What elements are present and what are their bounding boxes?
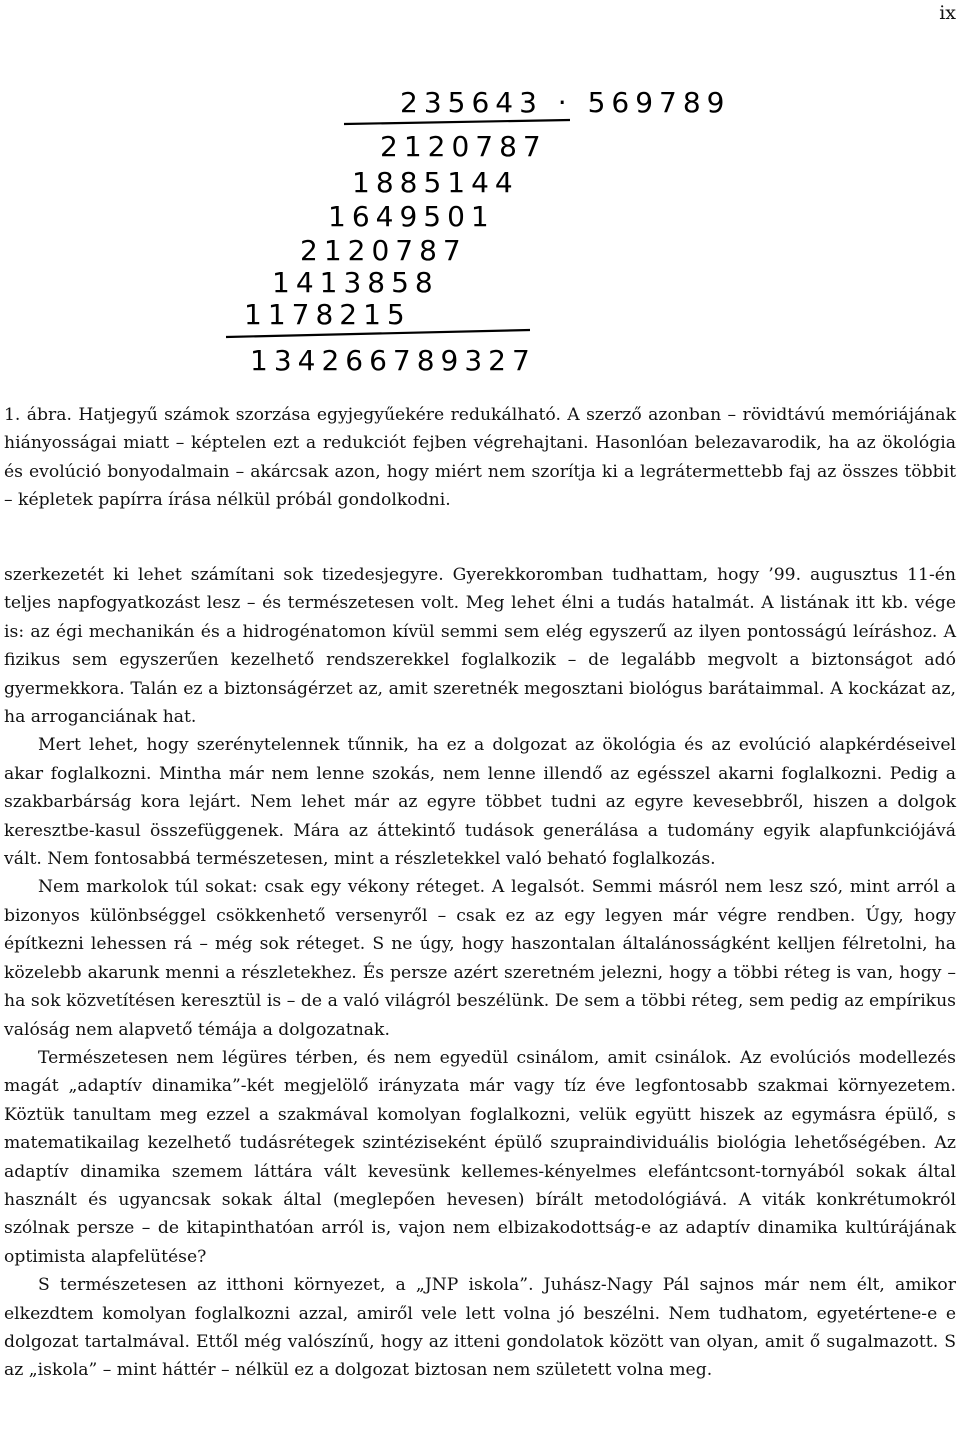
partial-product: 1413858 xyxy=(272,266,439,299)
partial-product: 1649501 xyxy=(328,200,495,233)
partial-product: 2120787 xyxy=(380,130,547,163)
partial-product: 1885144 xyxy=(352,166,519,199)
paragraph: S természetesen az itthoni környezet, a „JNP iskola”. Juhász-Nagy Pál sajnos már nem élt, amikor elkezdtem komolyan foglalkozni azzal, amiről vele lett volna jó beszélni. Nem tudhatom, egyetértene-e e dolgozat tartalmával. Ettől még valószínű, hogy az itteni gondolatok között van olyan, amit ő sugalmazott. S az „iskola” – mint háttér – nélkül ez a dolgozat biztosan nem született volna meg. xyxy=(4,1275,956,1381)
paragraph: Mert lehet, hogy szerénytelennek tűnnik, ha ez a dolgozat az ökológia és az evolúció alapkérdéseivel akar foglalkozni. Mintha már nem lenne szokás, nem lenne illendő az egésszel akarni foglalkozni. Pedig a szakbarbárság kora lejárt. Nem lehet már az egyre többet tudni az egyre kevesebbről, hiszen a dolgok keresztbe-kasul összefüggenek. Mára az áttekintő tudások generálása a tudomány egyik alapfunkciójává vált. Nem fontosabbá természetesen, mint a részletekkel való beható foglalkozás. xyxy=(4,735,956,870)
multiplication-line: 235643 · 569789 xyxy=(400,86,731,119)
paragraph: Nem markolok túl sokat: csak egy vékony réteget. A legalsót. Semmi másról nem lesz szó, mint arról a bizonyos különbséggel csökkenhető versenyről – csak ez az egy legyen már végre rendben. Úgy, hogy építkezni lehessen rá – még sok réteget. S ne úgy, hogy haszontalan általánosságként kelljen félretolni, ha közelebb akarunk menni a részletekhez. És persze azért szeretném jelezni, hogy a többi réteg is van, hogy – ha sok közvetítésen keresztül is – de a való világról beszélünk. De sem a többi réteg, sem pedig az empírikus valóság nem alapvető témája a dolgozatnak. xyxy=(4,877,956,1040)
top-rule xyxy=(344,120,570,124)
handwritten-multiplication-figure xyxy=(220,80,731,380)
partial-product: 2120787 xyxy=(300,234,467,267)
multiplication-drawing xyxy=(220,80,731,380)
body-text xyxy=(4,561,956,1385)
sum-rule xyxy=(226,330,530,337)
paragraph: Természetesen nem légüres térben, és nem egyedül csinálom, amit csinálok. Az evolúciós modellezés magát „adaptív dinamika”-két megjelölő irányzata már vagy tíz éve legfontosabb szakmai környezetem. Köztük tanultam meg ezzel a szakmával komolyan foglalkozni, velük együtt hiszek az egymásra épülő, s matematikailag kezelhető tudásrétegek szintéziseként épülő szupraindividuális biológia lehetőségében. Az adaptív dinamika szemem láttára vált kevesünk kellemes-kényelmes elefántcsont-tornyából sokak által használt és ugyancsak sokak által (meglepően hevesen) bírált metodológiává. A viták konkrétumokról szólnak persze – de kitapinthatóan arról is, vajon nem elbizakodottság-e az adaptív dinamika kultúrájának optimista alapfelütése? xyxy=(4,1047,956,1267)
page-number: ix xyxy=(939,2,956,24)
multiplication-result: 134266789327 xyxy=(250,344,536,377)
paragraph: szerkezetét ki lehet számítani sok tizedesjegyre. Gyerekkoromban tudhattam, hogy ’99. augusztus 11-én teljes napfogyatkozást lesz – és természetesen volt. Meg lehet élni a tudás hatalmát. A listának itt kb. vége is: az égi mechanikán és a hidrogénatomon kívül semmi sem elég egyszerű az ilyen pontosságú leíráshoz. A fizikus sem egyszerűen kezelhető rendszerekkel foglalkozik – de legalább megvolt a biztonságot adó gyermekkora. Talán ez a biztonságérzet az, amit szeretnék megosztani biológus barátaimmal. A kockázat az, ha arroganciának hat. xyxy=(4,565,956,728)
partial-product: 1178215 xyxy=(244,298,411,331)
figure-caption: 1. ábra. Hatjegyű számok szorzása egyjegyűekére redukálható. A szerző azonban – rövidtávú memóriájának hiányosságai miatt – képtelen ezt a redukciót fejben végrehajtani. Hasonlóan belezavarodik, ha az ökológia és evolúció bonyodalmain – akárcsak azon, hogy miért nem szorítja ki a legrátermettebb faj az összes többit – képletek papírra írása nélkül próbál gondolkodni. xyxy=(4,405,956,511)
